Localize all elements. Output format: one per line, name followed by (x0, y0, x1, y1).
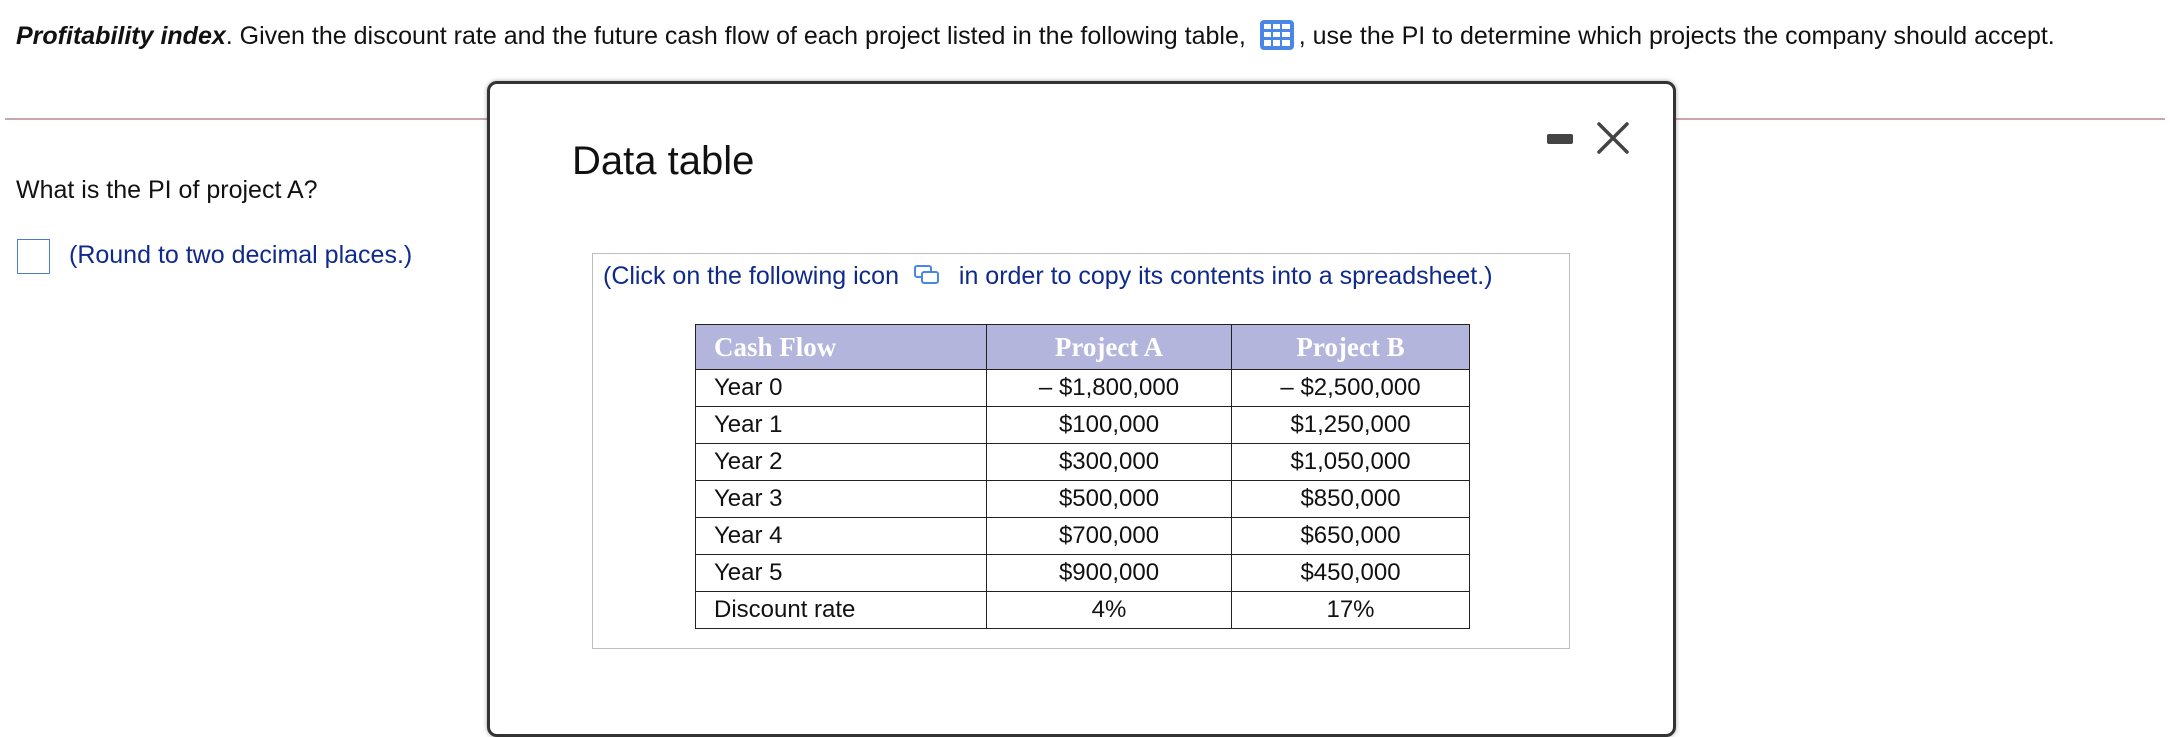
project-a-value: $500,000 (987, 481, 1232, 518)
table-row (696, 518, 1470, 555)
row-label: Year 4 (696, 518, 987, 555)
row-label: Year 5 (696, 555, 987, 592)
close-icon[interactable] (1593, 118, 1633, 158)
table-grid-icon[interactable] (1259, 19, 1295, 51)
project-b-value: $650,000 (1232, 518, 1470, 555)
project-b-value: $450,000 (1232, 555, 1470, 592)
table-row (696, 592, 1470, 629)
problem-statement (16, 18, 2055, 54)
project-a-value: $900,000 (987, 555, 1232, 592)
copy-instruction (603, 262, 1493, 291)
table-row (696, 407, 1470, 444)
question-text: What is the PI of project A? (16, 176, 318, 204)
project-b-value: 17% (1232, 592, 1470, 629)
table-row (696, 481, 1470, 518)
row-label: Year 1 (696, 407, 987, 444)
data-table-panel (592, 253, 1570, 649)
project-b-value: $850,000 (1232, 481, 1470, 518)
copy-instruction-before: (Click on the following icon (603, 262, 899, 290)
table-row (696, 370, 1470, 407)
header-cash-flow: Cash Flow (696, 325, 987, 370)
row-label: Year 0 (696, 370, 987, 407)
project-a-value: $300,000 (987, 444, 1232, 481)
rounding-instruction: (Round to two decimal places.) (69, 241, 413, 269)
problem-title: Profitability index (16, 22, 226, 50)
table-row (696, 555, 1470, 592)
project-a-value: – $1,800,000 (987, 370, 1232, 407)
header-project-a: Project A (987, 325, 1232, 370)
project-b-value: $1,050,000 (1232, 444, 1470, 481)
cash-flow-table (695, 324, 1470, 629)
problem-text-after-icon: , use the PI to determine which projects the company should accept. (1298, 22, 2055, 50)
row-label: Year 3 (696, 481, 987, 518)
dialog-title: Data table (572, 139, 755, 183)
header-project-b: Project B (1232, 325, 1470, 370)
data-table-dialog (487, 81, 1676, 737)
minimize-icon[interactable] (1547, 134, 1573, 144)
copy-instruction-after: in order to copy its contents into a spreadsheet.) (958, 262, 1493, 290)
table-row (696, 444, 1470, 481)
project-b-value: – $2,500,000 (1232, 370, 1470, 407)
row-label: Year 2 (696, 444, 987, 481)
table-header-row (696, 325, 1470, 370)
project-a-value: 4% (987, 592, 1232, 629)
project-b-value: $1,250,000 (1232, 407, 1470, 444)
row-label: Discount rate (696, 592, 987, 629)
problem-text-before-icon: . Given the discount rate and the future cash flow of each project listed in the following table, (225, 22, 1246, 50)
answer-input-box[interactable] (17, 239, 50, 274)
project-a-value: $100,000 (987, 407, 1232, 444)
copy-spreadsheet-icon[interactable] (914, 264, 940, 286)
project-a-value: $700,000 (987, 518, 1232, 555)
